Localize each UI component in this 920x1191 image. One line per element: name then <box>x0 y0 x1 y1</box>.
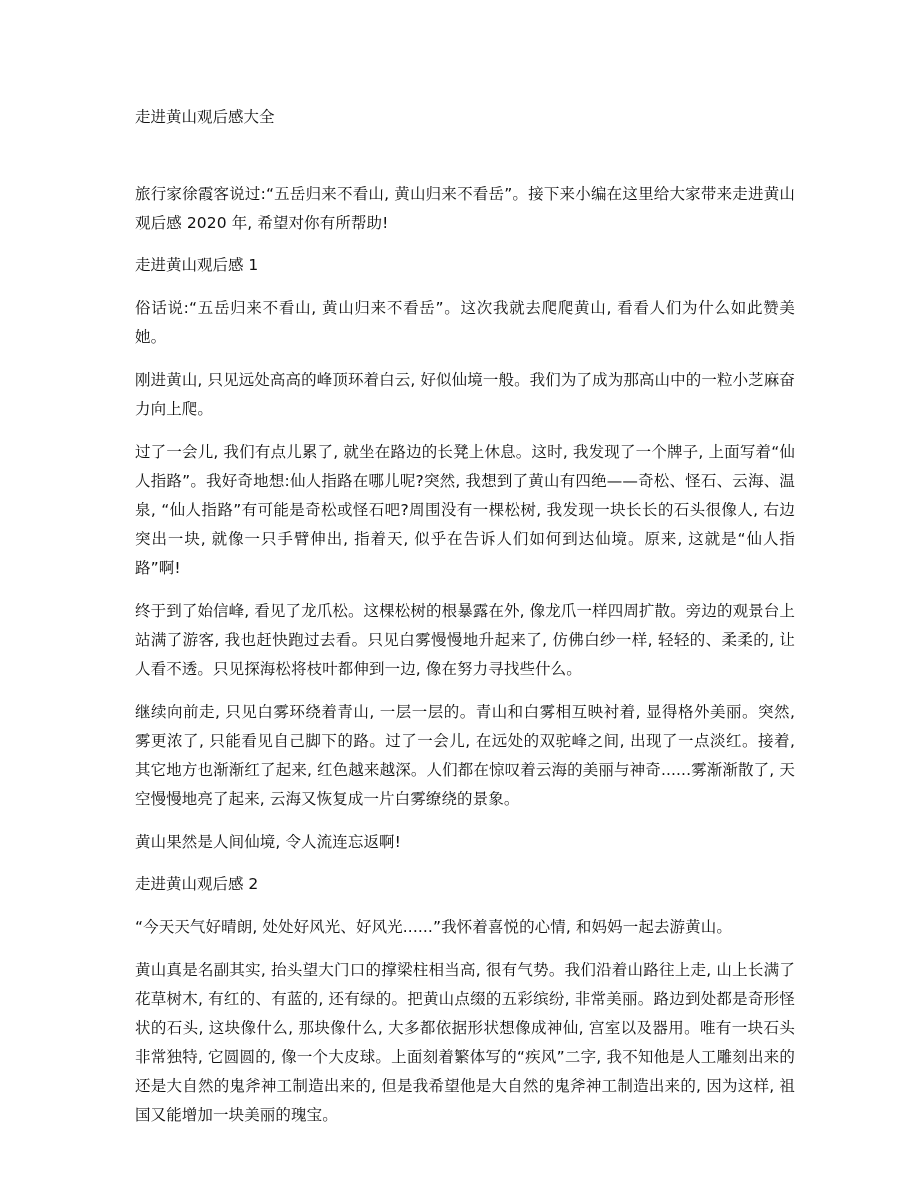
paragraph: 终于到了始信峰, 看见了龙爪松。这棵松树的根暴露在外, 像龙爪一样四周扩散。旁边的观景台上站满了游客, 我也赶快跑过去看。只见白雾慢慢地升起来了, 仿佛白纱一样, 轻轻的、柔柔的, 让人看不透。只见探海松将枝叶都伸到一边, 像在努力寻找些什么。 <box>135 602 795 678</box>
paragraph: 刚进黄山, 只见远处高高的峰顶环着白云, 好似仙境一般。我们为了成为那高山中的一粒小芝麻奋力向上爬。 <box>135 371 795 418</box>
paragraph: 继续向前走, 只见白雾环绕着青山, 一层一层的。青山和白雾相互映衬着, 显得格外美丽。突然, 雾更浓了, 只能看见自己脚下的路。过了一会儿, 在远处的双驼峰之间, 出现了一点淡红。接着, 其它地方也渐渐红了起来, 红色越来越深。人们都在惊叹着云海的美丽与神奇......雾渐渐散了, 天空慢慢地亮了起来, 云海又恢复成一片白雾缭绕的景象。 <box>135 703 795 808</box>
document-title: 走进黄山观后感大全 <box>135 108 275 126</box>
document-page <box>135 104 795 1144</box>
section-heading-1: 走进黄山观后感 1 <box>135 256 259 274</box>
paragraph: 黄山真是名副其实, 抬头望大门口的撑梁柱相当高, 很有气势。我们沿着山路往上走, 山上长满了花草树木, 有红的、有蓝的, 还有绿的。把黄山点缀的五彩缤纷, 非常美丽。路边到处都是奇形怪状的石头, 这块像什么, 那块像什么, 大多都依据形状想像成神仙, 宫室以及器用。唯有一块石头非常独特, 它圆圆的, 像一个大皮球。上面刻着繁体写的“疾风”二字, 我不知他是人工雕刻出来的还是大自然的鬼斧神工制造出来的, 但是我希望他是大自然的鬼斧神工制造出来的, 因为这样, 祖国又能增加一块美丽的瑰宝。 <box>135 961 795 1124</box>
paragraph: “今天天气好晴朗, 处处好风光、好风光......”我怀着喜悦的心情, 和妈妈一起去游黄山。 <box>135 918 732 936</box>
intro-paragraph: 旅行家徐霞客说过:“五岳归来不看山, 黄山归来不看岳”。接下来小编在这里给大家带来走进黄山观后感 2020 年, 希望对你有所帮助! <box>135 185 795 232</box>
paragraph: 黄山果然是人间仙境, 令人流连忘返啊! <box>135 833 401 851</box>
section-heading-2: 走进黄山观后感 2 <box>135 875 259 893</box>
paragraph: 俗话说:“五岳归来不看山, 黄山归来不看岳”。这次我就去爬爬黄山, 看看人们为什么如此赞美她。 <box>135 299 795 346</box>
paragraph: 过了一会儿, 我们有点儿累了, 就坐在路边的长凳上休息。这时, 我发现了一个牌子, 上面写着“仙人指路”。我好奇地想:仙人指路在哪儿呢?突然, 我想到了黄山有四绝——奇松、怪石、云海、温泉, “仙人指路”有可能是奇松或怪石吧?周围没有一棵松树, 我发现一块长长的石头很像人, 右边突出一块, 就像一只手臂伸出, 指着天, 似乎在告诉人们如何到达仙境。原来, 这就是“仙人指路”啊! <box>135 443 795 577</box>
